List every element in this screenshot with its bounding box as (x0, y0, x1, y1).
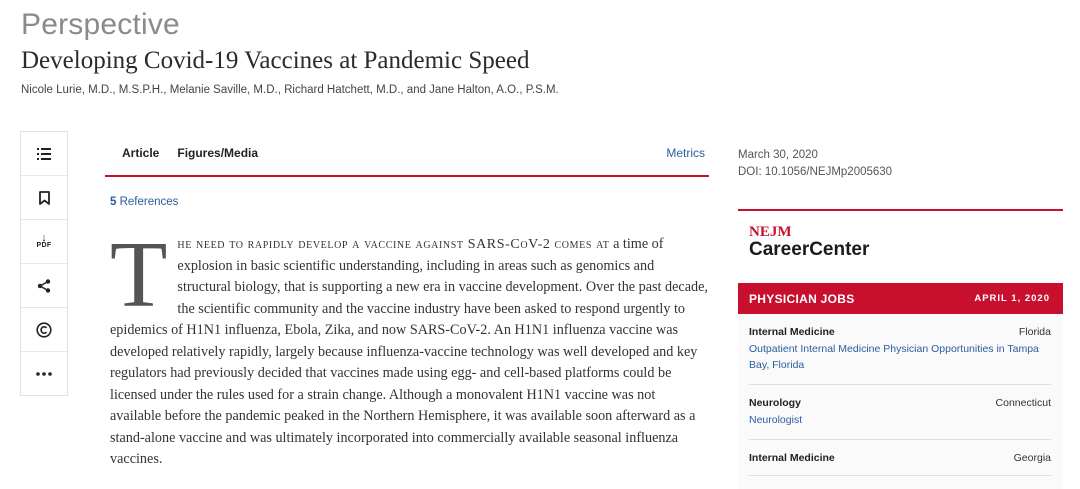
career-center-widget (738, 209, 1063, 488)
tab-article[interactable]: Article (122, 146, 160, 160)
contents-list-button[interactable] (21, 132, 67, 176)
lead-in-text: he need to rapidly develop a vaccine against SARS-CoV-2 comes at (177, 237, 610, 252)
job-title-link[interactable]: Neurologist (749, 414, 803, 426)
job-listing[interactable] (749, 385, 1051, 440)
job-location: Georgia (1013, 452, 1051, 464)
career-center-logo[interactable] (749, 224, 869, 260)
list-icon (37, 148, 51, 160)
job-category: Internal Medicine (749, 326, 835, 338)
job-list (738, 314, 1063, 489)
body-paragraph: a time of explosion in basic scientific understanding, including in areas such as genomics and structural biology, that is supporting a new era in vaccine development. Over the past decade, the scientific community and the vaccine industry have been asked to respond urgently to epidemics of H1N1 influenza, Ebola, Zika, and now SARS-CoV-2. An H1N1 influenza vaccine was developed relatively rapidly, largely because influenza-vaccine technology was well developed and key regulators had previously decided that vaccines made using egg- and cell-based platforms could be licensed under the rules used for a strain change. Although a monovalent H1N1 vaccine was not available before the pandemic peaked in the Northern Hemisphere, it was available soon afterward as a stand-alone vaccine and was ultimately incorporated into commercially available seasonal influenza vaccines. (110, 236, 708, 467)
references-count: 5 (110, 196, 117, 208)
article-toolbar (20, 131, 68, 396)
references-label: References (119, 196, 179, 208)
job-location: Florida (1018, 326, 1051, 338)
article-header (21, 8, 1060, 96)
bookmark-button[interactable] (21, 176, 67, 220)
references-link[interactable] (110, 196, 178, 208)
author-list: Nicole Lurie, M.D., M.S.P.H., Melanie Saville, M.D., Richard Hatchett, M.D., and Jane Halton, A.O., P.S.M. (21, 84, 559, 96)
pdf-label: PDF (36, 241, 52, 249)
permissions-button[interactable] (21, 308, 67, 352)
drop-cap: T (110, 223, 168, 327)
nejm-logo-text: NEJM (749, 224, 792, 240)
article-tabs (105, 131, 709, 177)
article-body (110, 223, 708, 471)
share-icon (37, 279, 51, 293)
copyright-icon (36, 322, 52, 338)
pdf-download-button[interactable] (21, 220, 67, 264)
job-category: Internal Medicine (749, 452, 835, 464)
metrics-link[interactable]: Metrics (666, 146, 705, 160)
job-category: Neurology (749, 397, 801, 409)
physician-jobs-bar (738, 283, 1063, 314)
publish-date: March 30, 2020 (738, 149, 818, 161)
career-center-logo-text: CareerCenter (749, 239, 870, 260)
job-listing[interactable] (749, 314, 1051, 385)
tab-figures-media[interactable]: Figures/Media (177, 146, 259, 160)
job-listing[interactable] (749, 440, 1051, 476)
more-options-button[interactable] (21, 352, 67, 395)
pdf-download-icon: ↓ PDF (36, 231, 52, 249)
doi: DOI: 10.1056/NEJMp2005630 (738, 166, 893, 178)
jobs-date: APRIL 1, 2020 (974, 293, 1050, 304)
physician-jobs-label: PHYSICIAN JOBS (749, 291, 855, 306)
job-location: Connecticut (995, 397, 1051, 409)
bookmark-icon (39, 191, 50, 205)
more-icon (36, 372, 52, 376)
article-meta (738, 147, 892, 181)
section-label: Perspective (21, 8, 180, 41)
article-title: Developing Covid-19 Vaccines at Pandemic Speed (21, 47, 530, 74)
share-button[interactable] (21, 264, 67, 308)
job-title-link[interactable]: Outpatient Internal Medicine Physician Opportunities in Tampa Bay, Florida (749, 343, 1039, 371)
